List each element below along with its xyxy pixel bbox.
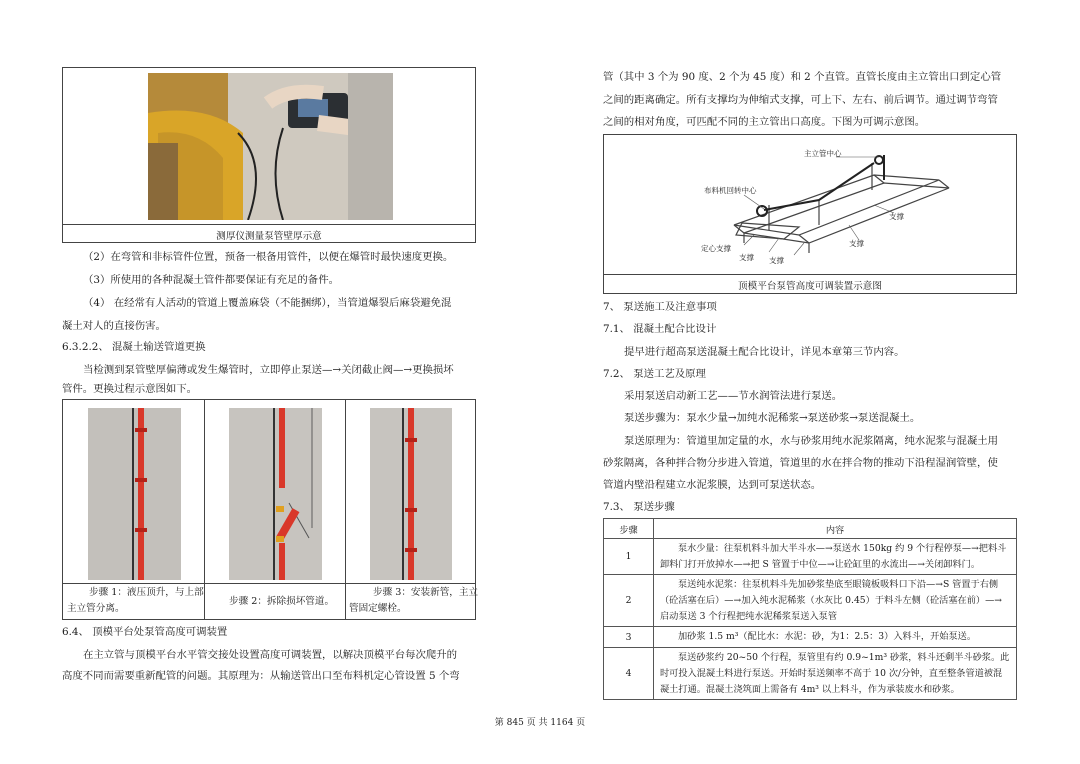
step2-image [229, 408, 322, 580]
step3-image [370, 408, 452, 580]
table-header-row [604, 519, 1017, 539]
table-header-cell: 内容 [654, 519, 1017, 539]
paragraph-line: 管（其中 3 个为 90 度、2 个为 45 度）和 2 个直管。直管长度由主立管出口到定心管 [603, 71, 1002, 83]
table-row [604, 575, 1017, 627]
page-footer: 第 845 页 共 1164 页 [494, 718, 586, 728]
pipe-replacement-figure [62, 399, 479, 620]
step3-caption: 管固定螺栓。 [349, 603, 407, 614]
pump-steps-table [603, 518, 1017, 700]
paragraph-line: 泵送步骤为：泵水少量→加纯水泥稀浆→泵送砂浆→泵送混凝土。 [624, 412, 921, 424]
label-centering-support: 定心支撑 [701, 244, 731, 253]
label-support: 支撑 [849, 239, 864, 248]
table-header-cell: 步骤 [604, 519, 654, 539]
caption-divider [63, 583, 475, 584]
figure-caption: 顶模平台泵管高度可调装置示意图 [738, 281, 882, 292]
label-main-pipe-center: 主立管中心 [804, 149, 842, 158]
step1-caption: 主立管分离。 [67, 603, 125, 614]
step1-caption: 步骤 1：液压顶升，与上部 [89, 587, 204, 598]
table-cell-step: 3 [604, 627, 654, 648]
figure-caption: 测厚仪测量泵管壁厚示意 [216, 231, 322, 242]
paragraph-line: 提早进行超高泵送混凝土配合比设计，详见本章第三节内容。 [624, 346, 905, 358]
adjustable-device-diagram [604, 135, 1016, 271]
paragraph-line: 管道内壁沿程建立水泥浆膜，达到可泵送状态。 [603, 479, 822, 491]
paragraph-line: 高度不同而需要重新配管的问题。其原理为：从输送管出口至布料机定心管设置 5 个弯 [62, 670, 460, 682]
table-cell-content: 泵水少量：往泵机料斗加大半斗水—→泵送水 150kg 约 9 个行程停泵—→把料斗卸料门打开放掉水—→把 S 管置于中位—→让砼缸里的水流出—→关闭卸料门。 [654, 539, 1017, 575]
paragraph-line: 泵送原理为：管道里加定量的水，水与砂浆用纯水泥浆隔离，纯水泥浆与混凝土用 [624, 435, 999, 447]
label-support: 支撑 [889, 212, 904, 221]
paragraph-line: 在主立管与顶模平台水平管交接处设置高度可调装置，以解决顶模平台每次爬升的 [83, 649, 458, 661]
paragraph-line: （4） 在经常有人活动的管道上覆盖麻袋（不能捆绑），当管道爆裂后麻袋避免混 [83, 297, 452, 309]
cell-divider [345, 400, 346, 619]
table-cell-step: 2 [604, 575, 654, 627]
section-heading: 6.4、 顶模平台处泵管高度可调装置 [62, 626, 228, 638]
table-row [604, 539, 1017, 575]
figure-caption-divider [604, 274, 1016, 275]
paragraph-line: 当检测到泵管壁厚偏薄或发生爆管时，立即停止泵送—→关闭截止阀—→更换损坏 [83, 364, 454, 376]
paragraph-line: 砂浆隔离，各种拌合物分步进入管道，管道里的水在拌合物的推动下沿程湿润管壁，使 [603, 457, 998, 469]
table-row [604, 648, 1017, 700]
section-heading: 7.1、 混凝土配合比设计 [603, 323, 717, 335]
section-heading: 6.3.2.2、 混凝土输送管道更换 [62, 341, 206, 353]
table-cell-content: 加砂浆 1.5 m³（配比水：水泥：砂，为1：2.5：3）入料斗，开始泵送。 [654, 627, 1017, 648]
step1-image [88, 408, 181, 580]
paragraph-line: （3）所使用的各种混凝土管件都要保证有充足的备件。 [83, 274, 339, 286]
section-heading: 7.3、 泵送步骤 [603, 501, 675, 513]
paragraph-line: 管件。更换过程示意图如下。 [62, 383, 198, 395]
section-heading: 7.2、 泵送工艺及原理 [603, 368, 706, 380]
label-support: 支撑 [739, 253, 754, 262]
cell-divider [204, 400, 205, 619]
paragraph-line: （2）在弯管和非标管件位置，预备一根备用管件，以便在爆管时最快速度更换。 [83, 251, 454, 263]
thickness-gauge-figure [62, 67, 476, 243]
adjustable-device-figure [603, 134, 1017, 294]
paragraph-line: 之间的距离确定。所有支撑均为伸缩式支撑，可上下、左右、前后调节。通过调节弯管 [603, 94, 998, 106]
table-cell-step: 4 [604, 648, 654, 700]
label-distributor-center: 布料机回转中心 [704, 186, 757, 195]
thickness-gauge-photo [148, 73, 393, 220]
section-heading: 7、 泵送施工及注意事项 [603, 301, 717, 313]
table-cell-step: 1 [604, 539, 654, 575]
figure-caption-divider [63, 224, 475, 225]
table-row [604, 627, 1017, 648]
paragraph-line: 采用泵送启动新工艺——节水润管法进行泵送。 [624, 390, 843, 402]
step2-caption: 步骤 2：拆除损坏管道。 [229, 596, 335, 607]
table-cell-content: 泵送纯水泥浆：往泵机料斗先加砂浆垫底至眼镜板吸料口下沿—→S 管置于右侧（砼活塞在后）—→加入纯水泥稀浆（水灰比 0.45）于料斗左侧（砼活塞在前）—→启动泵送 3 个行程把纯水泥稀浆泵送入泵管 [654, 575, 1017, 627]
step3-caption: 步骤 3：安装新管，主立 [373, 587, 479, 598]
paragraph-line: 之间的相对角度，可匹配不同的主立管出口高度。下图为可调示意图。 [603, 116, 926, 128]
paragraph-line: 凝土对人的直接伤害。 [62, 320, 166, 332]
table-cell-content: 泵送砂浆约 20~50 个行程，泵管里有约 0.9~1m³ 砂浆，料斗还剩半斗砂浆。此时可投入混凝土料进行泵送。开始时泵送频率不高于 10 次/分钟，直至整条管道被混凝土打通。混凝土浇筑面上需备有 4m³ 以上料斗，作为承装废水和砂浆。 [654, 648, 1017, 700]
label-support: 支撑 [769, 256, 784, 265]
